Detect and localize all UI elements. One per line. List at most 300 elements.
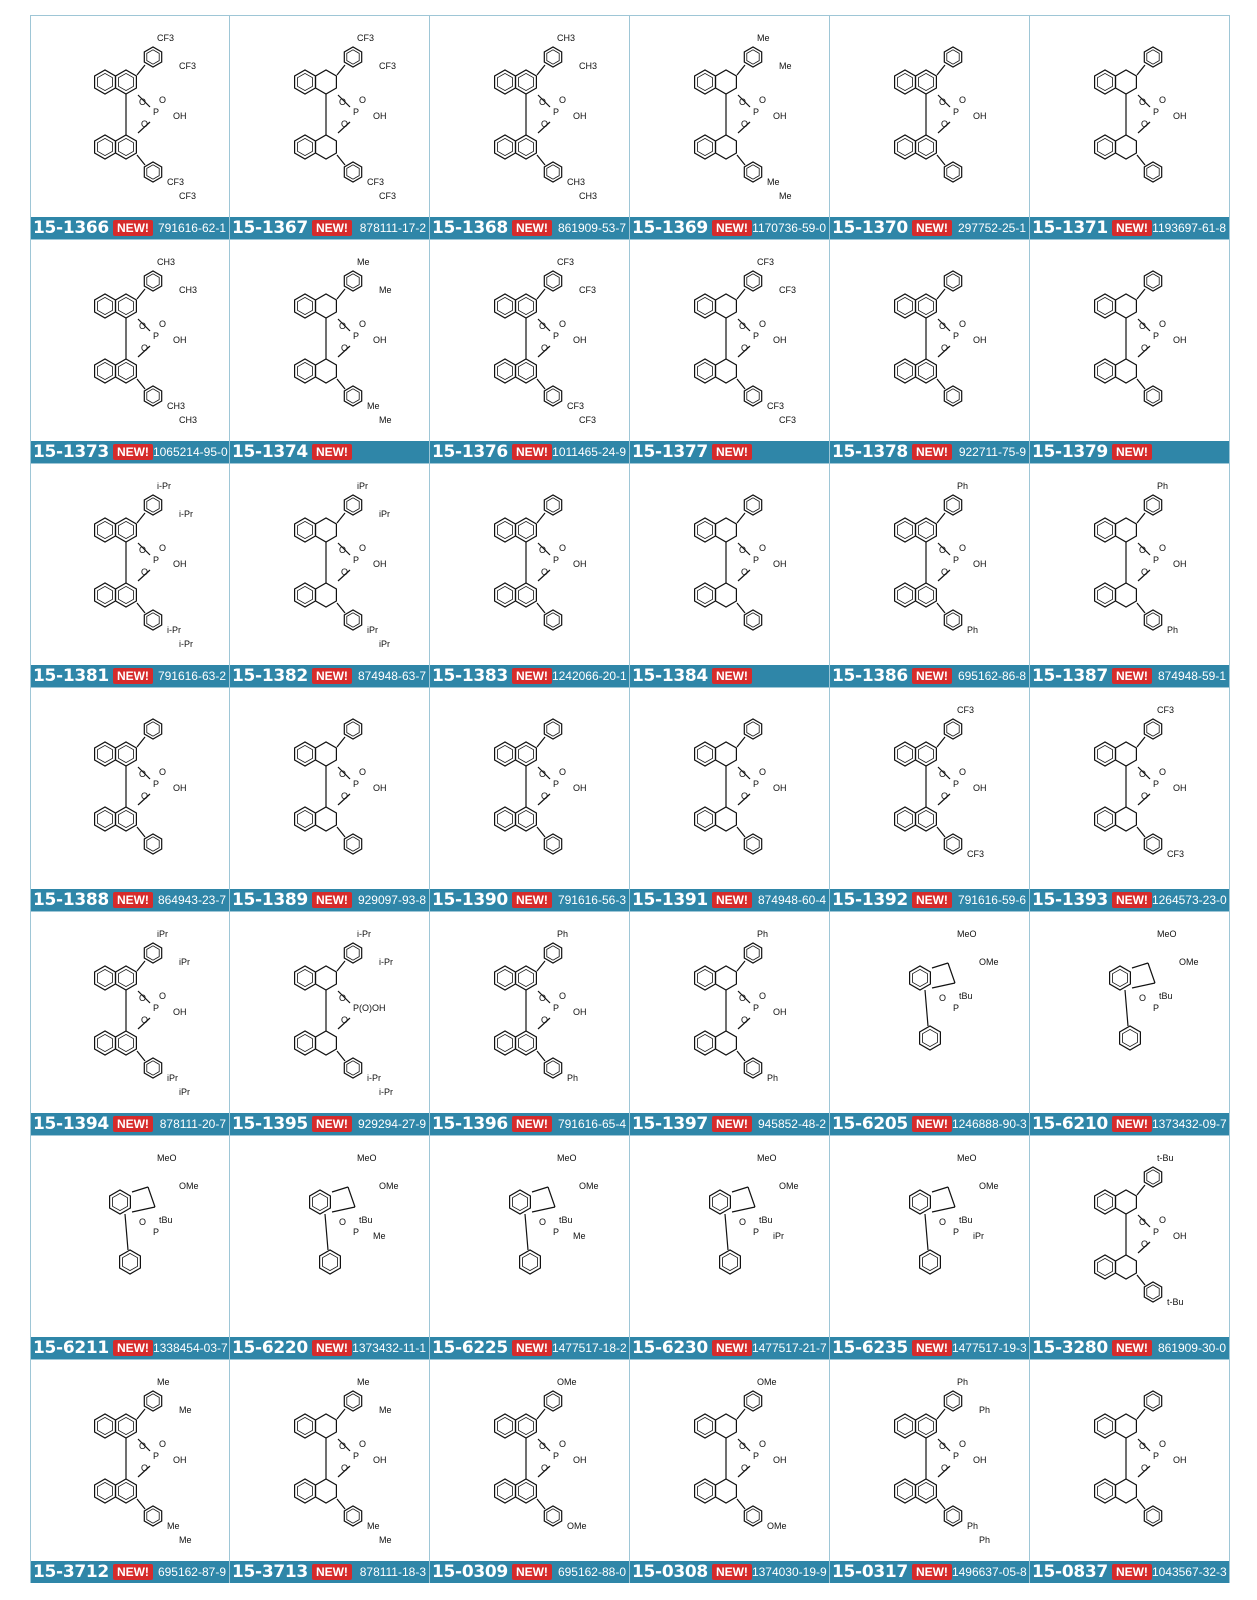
- catalog-number[interactable]: 15-1379: [1032, 442, 1108, 462]
- naphthyl-ring-2: [1115, 1414, 1136, 1438]
- product-row: [30, 15, 1230, 239]
- new-badge: NEW!: [512, 220, 552, 236]
- product-card[interactable]: [230, 1135, 430, 1359]
- ring-bond: [132, 1187, 148, 1192]
- product-card[interactable]: [1030, 1359, 1230, 1583]
- catalog-number[interactable]: 15-1367: [232, 218, 308, 238]
- structure-label: O: [938, 1440, 946, 1451]
- naphthyl-ring-1-inner: [297, 521, 312, 538]
- product-card[interactable]: [30, 239, 230, 463]
- catalog-number[interactable]: 15-1382: [232, 666, 308, 686]
- catalog-number[interactable]: 15-1388: [33, 890, 109, 910]
- catalog-number[interactable]: 15-1378: [832, 442, 908, 462]
- structure-label: Me: [157, 1376, 170, 1387]
- product-card[interactable]: [430, 1135, 630, 1359]
- aryl-bond: [737, 603, 745, 613]
- structure-label: CF3: [167, 176, 185, 187]
- structure-label: O: [159, 318, 167, 329]
- naphthyl-ring-4: [715, 1479, 736, 1503]
- naphthyl-ring-4: [715, 135, 736, 159]
- product-card[interactable]: [1030, 239, 1230, 463]
- structure-label: O: [540, 342, 548, 353]
- naphthyl-ring-3-inner: [297, 1034, 312, 1051]
- chemical-structure-drawing: [445, 1371, 615, 1551]
- cas-number: 878111-17-2: [359, 221, 426, 235]
- structure-label: Me: [167, 1520, 180, 1531]
- cas-number: 791616-65-4: [557, 1117, 626, 1131]
- ring-bond: [732, 1187, 748, 1192]
- structure-label: P: [352, 330, 359, 341]
- product-card[interactable]: [230, 15, 430, 239]
- naphthyl-ring-1-inner: [98, 745, 113, 762]
- catalog-number[interactable]: 15-6230: [632, 1338, 708, 1358]
- catalog-number[interactable]: 15-6235: [832, 1338, 908, 1358]
- product-card[interactable]: [1030, 15, 1230, 239]
- aryl-bond: [137, 155, 145, 165]
- naphthyl-ring-2: [715, 294, 736, 318]
- new-badge: NEW!: [512, 1116, 552, 1132]
- substituent-ring-upper-inner: [946, 497, 958, 511]
- product-card[interactable]: [630, 1135, 830, 1359]
- product-info-bar: [630, 1113, 829, 1135]
- catalog-number[interactable]: 15-3280: [1032, 1338, 1108, 1358]
- product-card[interactable]: [30, 911, 230, 1135]
- chemical-structure-drawing: [645, 1147, 815, 1327]
- cas-number: 1374030-19-9: [751, 1565, 827, 1579]
- new-badge: NEW!: [712, 668, 752, 684]
- cas-number: 1373432-11-1: [352, 1341, 426, 1355]
- naphthyl-ring-1-inner: [697, 745, 712, 762]
- structure-label: O: [738, 992, 746, 1003]
- chemical-structure-drawing: [445, 1147, 615, 1327]
- aryl-bond: [737, 65, 745, 75]
- catalog-number[interactable]: 15-6205: [832, 1114, 908, 1134]
- structure-label: OH: [972, 558, 986, 569]
- substituent-ring-lower-inner: [746, 1508, 758, 1522]
- new-badge: NEW!: [912, 1116, 952, 1132]
- catalog-number[interactable]: 15-1376: [432, 442, 508, 462]
- naphthyl-ring-1-inner: [98, 73, 113, 90]
- ring-bond: [132, 1207, 155, 1212]
- structure-label: CH3: [556, 32, 575, 43]
- aryl-bond: [537, 513, 545, 523]
- substituent-ring-upper-inner: [546, 721, 558, 735]
- aryl-bond: [137, 289, 145, 299]
- structure-label: O: [141, 790, 149, 801]
- product-card[interactable]: [430, 15, 630, 239]
- catalog-number[interactable]: 15-1390: [432, 890, 508, 910]
- aryl-ring-lower-inner: [123, 1253, 138, 1270]
- product-card[interactable]: [30, 1135, 230, 1359]
- product-card[interactable]: [30, 687, 230, 911]
- aryl-bond: [337, 155, 345, 165]
- structure-label: P: [952, 554, 959, 565]
- product-info-bar: [230, 441, 429, 463]
- product-card[interactable]: [830, 687, 1030, 911]
- chemical-structure-drawing: [1045, 27, 1215, 207]
- catalog-number[interactable]: 15-1377: [632, 442, 708, 462]
- structure-label: Me: [366, 1520, 380, 1531]
- structure-label: O: [1140, 342, 1148, 353]
- naphthyl-ring-2: [1115, 1190, 1136, 1214]
- chemical-structure-drawing: [45, 27, 215, 207]
- structure-label: Ph: [956, 1376, 968, 1387]
- naphthyl-ring-2: [315, 742, 336, 766]
- naphthyl-ring-2: [315, 966, 336, 990]
- aryl-bond: [737, 289, 745, 299]
- catalog-number[interactable]: 15-1389: [232, 890, 308, 910]
- product-info-bar: [830, 441, 1029, 463]
- chemical-structure-drawing: [445, 699, 615, 879]
- product-card[interactable]: [630, 1359, 830, 1583]
- structure-label: O: [358, 94, 366, 105]
- aryl-bond: [937, 379, 945, 389]
- ring-bond: [932, 1187, 948, 1192]
- naphthyl-ring-4: [715, 359, 736, 383]
- catalog-number[interactable]: 15-0317: [832, 1562, 908, 1582]
- substituent-ring-upper-inner: [746, 721, 758, 735]
- cas-number: 1242066-20-1: [551, 669, 627, 683]
- structure-image: [430, 464, 629, 665]
- chemical-structure-drawing: [245, 475, 415, 655]
- naphthyl-ring-2: [1115, 742, 1136, 766]
- structure-label: tBu: [358, 1214, 373, 1225]
- catalog-number[interactable]: 15-0308: [632, 1562, 708, 1582]
- aryl-bond: [537, 961, 545, 971]
- structure-label: O: [558, 542, 566, 553]
- substituent-ring-upper-inner: [946, 1393, 958, 1407]
- product-card[interactable]: [430, 911, 630, 1135]
- product-card[interactable]: [630, 687, 830, 911]
- product-info-bar: [1030, 1113, 1229, 1135]
- catalog-number[interactable]: 15-1393: [1032, 890, 1108, 910]
- chemical-structure-drawing: [645, 475, 815, 655]
- aryl-bond: [1137, 289, 1145, 299]
- structure-label: O: [558, 766, 566, 777]
- structure-label: OH: [572, 334, 586, 345]
- product-card[interactable]: [30, 1359, 230, 1583]
- catalog-number[interactable]: 15-1387: [1032, 666, 1108, 686]
- product-card[interactable]: [830, 1359, 1030, 1583]
- catalog-number[interactable]: 15-1370: [832, 218, 908, 238]
- structure-label: O: [1158, 318, 1166, 329]
- aryl-bond: [537, 1051, 545, 1061]
- new-badge: NEW!: [1112, 1116, 1152, 1132]
- new-badge: NEW!: [113, 220, 153, 236]
- product-card[interactable]: [230, 687, 430, 911]
- structure-label: O: [358, 318, 366, 329]
- naphthyl-ring-3-inner: [98, 1482, 113, 1499]
- structure-image: [1030, 240, 1229, 441]
- product-info-bar: [1030, 217, 1229, 239]
- chemical-structure-drawing: [245, 923, 415, 1103]
- catalog-number[interactable]: 15-1384: [632, 666, 708, 686]
- structure-label: P: [153, 1226, 160, 1237]
- chemical-structure-drawing: [445, 923, 615, 1103]
- substituent-ring-upper-inner: [546, 945, 558, 959]
- naphthyl-ring-2-inner: [518, 521, 533, 538]
- structure-label: P: [1152, 1450, 1159, 1461]
- chemical-structure-drawing: [645, 27, 815, 207]
- structure-label: P: [752, 106, 759, 117]
- new-badge: NEW!: [1112, 220, 1152, 236]
- substituent-ring-lower-inner: [346, 164, 358, 178]
- naphthyl-ring-2-inner: [918, 297, 933, 314]
- naphthyl-ring-2-inner: [918, 521, 933, 538]
- naphthyl-ring-2: [715, 742, 736, 766]
- chemical-structure-drawing: [45, 699, 215, 879]
- product-card[interactable]: [1030, 1135, 1230, 1359]
- structure-label: O: [1138, 992, 1146, 1003]
- catalog-number[interactable]: 15-6225: [432, 1338, 508, 1358]
- substituent-ring-upper-inner: [1146, 273, 1158, 287]
- structure-label: Ph: [1166, 624, 1178, 635]
- product-card[interactable]: [430, 463, 630, 687]
- catalog-number[interactable]: 15-1374: [232, 442, 308, 462]
- catalog-number[interactable]: 15-1381: [33, 666, 109, 686]
- structure-label: i-Pr: [378, 956, 393, 967]
- product-info-bar: [31, 1337, 229, 1359]
- catalog-number[interactable]: 15-1394: [33, 1114, 109, 1134]
- substituent-ring-upper-inner: [746, 273, 758, 287]
- structure-label: O: [538, 96, 546, 107]
- structure-label: iPr: [356, 480, 368, 491]
- structure-label: P: [1152, 330, 1159, 341]
- naphthyl-ring-4: [715, 807, 736, 831]
- naphthyl-ring-1-inner: [497, 969, 512, 986]
- aryl-bond: [537, 379, 545, 389]
- catalog-number[interactable]: 15-1397: [632, 1114, 708, 1134]
- structure-image: [830, 464, 1029, 665]
- structure-label: O: [1158, 1438, 1166, 1449]
- naphthyl-ring-4-inner: [918, 1482, 933, 1499]
- catalog-number[interactable]: 15-1368: [432, 218, 508, 238]
- product-card[interactable]: [630, 463, 830, 687]
- structure-label: O: [1138, 544, 1146, 555]
- substituent-ring-upper-inner: [147, 497, 159, 511]
- product-card[interactable]: [630, 911, 830, 1135]
- structure-image: [630, 1360, 829, 1561]
- naphthyl-ring-2-inner: [119, 521, 134, 538]
- product-card[interactable]: [830, 1135, 1030, 1359]
- new-badge: NEW!: [712, 1116, 752, 1132]
- catalog-number[interactable]: 15-6210: [1032, 1114, 1108, 1134]
- structure-label: O: [558, 318, 566, 329]
- structure-label: P: [1152, 554, 1159, 565]
- structure-label: i-Pr: [179, 638, 193, 649]
- structure-label: i-Pr: [356, 928, 371, 939]
- aryl-bond: [737, 827, 745, 837]
- new-badge: NEW!: [712, 220, 752, 236]
- catalog-number[interactable]: 15-3713: [232, 1562, 308, 1582]
- catalog-number[interactable]: 15-1366: [33, 218, 109, 238]
- product-info-bar: [830, 1561, 1029, 1583]
- naphthyl-ring-4: [315, 135, 336, 159]
- catalog-number[interactable]: 15-1396: [432, 1114, 508, 1134]
- naphthyl-ring-1-inner: [1097, 521, 1112, 538]
- catalog-number[interactable]: 15-1373: [33, 442, 109, 462]
- structure-label: O: [141, 1014, 149, 1025]
- cas-number: 878111-18-3: [359, 1565, 426, 1579]
- product-card[interactable]: [430, 687, 630, 911]
- structure-label: P: [552, 106, 559, 117]
- product-card[interactable]: [630, 15, 830, 239]
- structure-label: O: [139, 320, 147, 331]
- aryl-ring-upper-inner: [712, 1193, 727, 1210]
- catalog-number[interactable]: 15-3712: [33, 1562, 109, 1582]
- structure-label: CF3: [778, 414, 796, 425]
- structure-label: OH: [372, 110, 386, 121]
- structure-label: O: [538, 768, 546, 779]
- product-card[interactable]: [830, 911, 1030, 1135]
- cas-number: 791616-59-6: [957, 893, 1026, 907]
- structure-label: OH: [772, 334, 786, 345]
- structure-label: O: [758, 1438, 766, 1449]
- naphthyl-ring-1-inner: [297, 297, 312, 314]
- product-card[interactable]: [1030, 463, 1230, 687]
- aryl-ring-lower-inner: [922, 1029, 937, 1046]
- naphthyl-ring-2: [315, 294, 336, 318]
- product-card[interactable]: [1030, 911, 1230, 1135]
- structure-label: P: [552, 778, 559, 789]
- new-badge: NEW!: [912, 220, 952, 236]
- structure-label: Ph: [766, 1072, 778, 1083]
- structure-label: P: [552, 330, 559, 341]
- naphthyl-ring-3-inner: [697, 586, 712, 603]
- structure-image: [31, 912, 229, 1113]
- naphthyl-ring-4-inner: [918, 586, 933, 603]
- aryl-bond: [337, 603, 345, 613]
- naphthyl-ring-1-inner: [1097, 745, 1112, 762]
- product-card[interactable]: [430, 1359, 630, 1583]
- structure-label: O: [141, 342, 149, 353]
- chemical-structure-drawing: [1045, 1371, 1215, 1551]
- naphthyl-ring-4-inner: [918, 810, 933, 827]
- product-info-bar: [31, 217, 229, 239]
- product-card[interactable]: [630, 239, 830, 463]
- new-badge: NEW!: [912, 1564, 952, 1580]
- naphthyl-ring-4-inner: [119, 586, 134, 603]
- substituent-ring-lower-inner: [346, 836, 358, 850]
- new-badge: NEW!: [312, 668, 352, 684]
- substituent-ring-upper-inner: [147, 1393, 159, 1407]
- product-card[interactable]: [230, 911, 430, 1135]
- structure-label: i-Pr: [378, 1086, 393, 1097]
- catalog-number[interactable]: 15-6211: [33, 1338, 109, 1358]
- product-row: [30, 463, 1230, 687]
- chemical-structure-drawing: [1045, 475, 1215, 655]
- structure-label: O: [358, 542, 366, 553]
- substituent-ring-upper-inner: [746, 1393, 758, 1407]
- ring-bond: [932, 1207, 955, 1212]
- structure-label: OH: [1172, 334, 1186, 345]
- structure-label: tBu: [958, 1214, 973, 1225]
- structure-label: O: [338, 544, 346, 555]
- catalog-number[interactable]: 15-1369: [632, 218, 708, 238]
- chemical-structure-drawing: [445, 475, 615, 655]
- aryl-bond: [937, 1409, 945, 1419]
- product-card[interactable]: [1030, 687, 1230, 911]
- cas-number: 791616-63-2: [157, 669, 226, 683]
- catalog-number[interactable]: 15-1383: [432, 666, 508, 686]
- product-info-bar: [630, 889, 829, 911]
- product-card[interactable]: [830, 239, 1030, 463]
- product-card[interactable]: [230, 239, 430, 463]
- structure-label: CH3: [578, 190, 597, 201]
- chemical-structure-drawing: [845, 1371, 1015, 1551]
- product-card[interactable]: [30, 463, 230, 687]
- catalog-number[interactable]: 15-6220: [232, 1338, 308, 1358]
- structure-image: [830, 688, 1029, 889]
- naphthyl-ring-3-inner: [897, 1482, 912, 1499]
- product-card[interactable]: [230, 463, 430, 687]
- naphthyl-ring-4: [715, 1031, 736, 1055]
- structure-label: iPr: [157, 928, 168, 939]
- structure-label: P: [552, 554, 559, 565]
- structure-label: CF3: [356, 32, 374, 43]
- naphthyl-ring-3-inner: [697, 1482, 712, 1499]
- substituent-ring-lower-inner: [1146, 1508, 1158, 1522]
- product-card[interactable]: [230, 1359, 430, 1583]
- product-info-bar: [230, 1113, 429, 1135]
- structure-label: iPr: [179, 956, 190, 967]
- catalog-number[interactable]: 15-1386: [832, 666, 908, 686]
- catalog-number[interactable]: 15-1392: [832, 890, 908, 910]
- catalog-number[interactable]: 15-0837: [1032, 1562, 1108, 1582]
- product-card[interactable]: [830, 15, 1030, 239]
- aryl-bond: [1137, 1185, 1145, 1195]
- structure-image: [31, 1136, 229, 1337]
- structure-label: O: [340, 566, 348, 577]
- new-badge: NEW!: [113, 1116, 153, 1132]
- structure-label: O: [538, 992, 546, 1003]
- product-info-bar: [430, 441, 629, 463]
- chemical-structure-drawing: [45, 251, 215, 431]
- product-info-bar: [630, 217, 829, 239]
- naphthyl-ring-2-inner: [518, 1417, 533, 1434]
- chemical-structure-drawing: [245, 251, 415, 431]
- naphthyl-ring-4: [1115, 583, 1136, 607]
- catalog-number[interactable]: 15-0309: [432, 1562, 508, 1582]
- structure-label: O: [940, 1462, 948, 1473]
- structure-label: O: [938, 544, 946, 555]
- new-badge: NEW!: [712, 444, 752, 460]
- structure-image: [31, 1360, 229, 1561]
- substituent-ring-lower-inner: [147, 388, 159, 402]
- structure-label: O: [1158, 94, 1166, 105]
- product-card[interactable]: [30, 15, 230, 239]
- product-card[interactable]: [430, 239, 630, 463]
- structure-label: O: [538, 1440, 546, 1451]
- structure-label: O: [938, 320, 946, 331]
- substituent-ring-upper-inner: [746, 49, 758, 63]
- structure-label: OMe: [378, 1180, 399, 1191]
- cas-number: 1043567-32-3: [1151, 1565, 1227, 1579]
- catalog-number[interactable]: 15-1391: [632, 890, 708, 910]
- structure-label: O: [139, 768, 147, 779]
- naphthyl-ring-1-inner: [98, 969, 113, 986]
- catalog-number[interactable]: 15-1371: [1032, 218, 1108, 238]
- chemical-structure-drawing: [45, 1371, 215, 1551]
- structure-label: O: [338, 992, 346, 1003]
- aryl-bond: [337, 1499, 345, 1509]
- product-card[interactable]: [830, 463, 1030, 687]
- structure-label: O: [540, 790, 548, 801]
- structure-image: [31, 240, 229, 441]
- naphthyl-ring-2: [315, 1414, 336, 1438]
- naphthyl-ring-2: [715, 966, 736, 990]
- catalog-number[interactable]: 15-1395: [232, 1114, 308, 1134]
